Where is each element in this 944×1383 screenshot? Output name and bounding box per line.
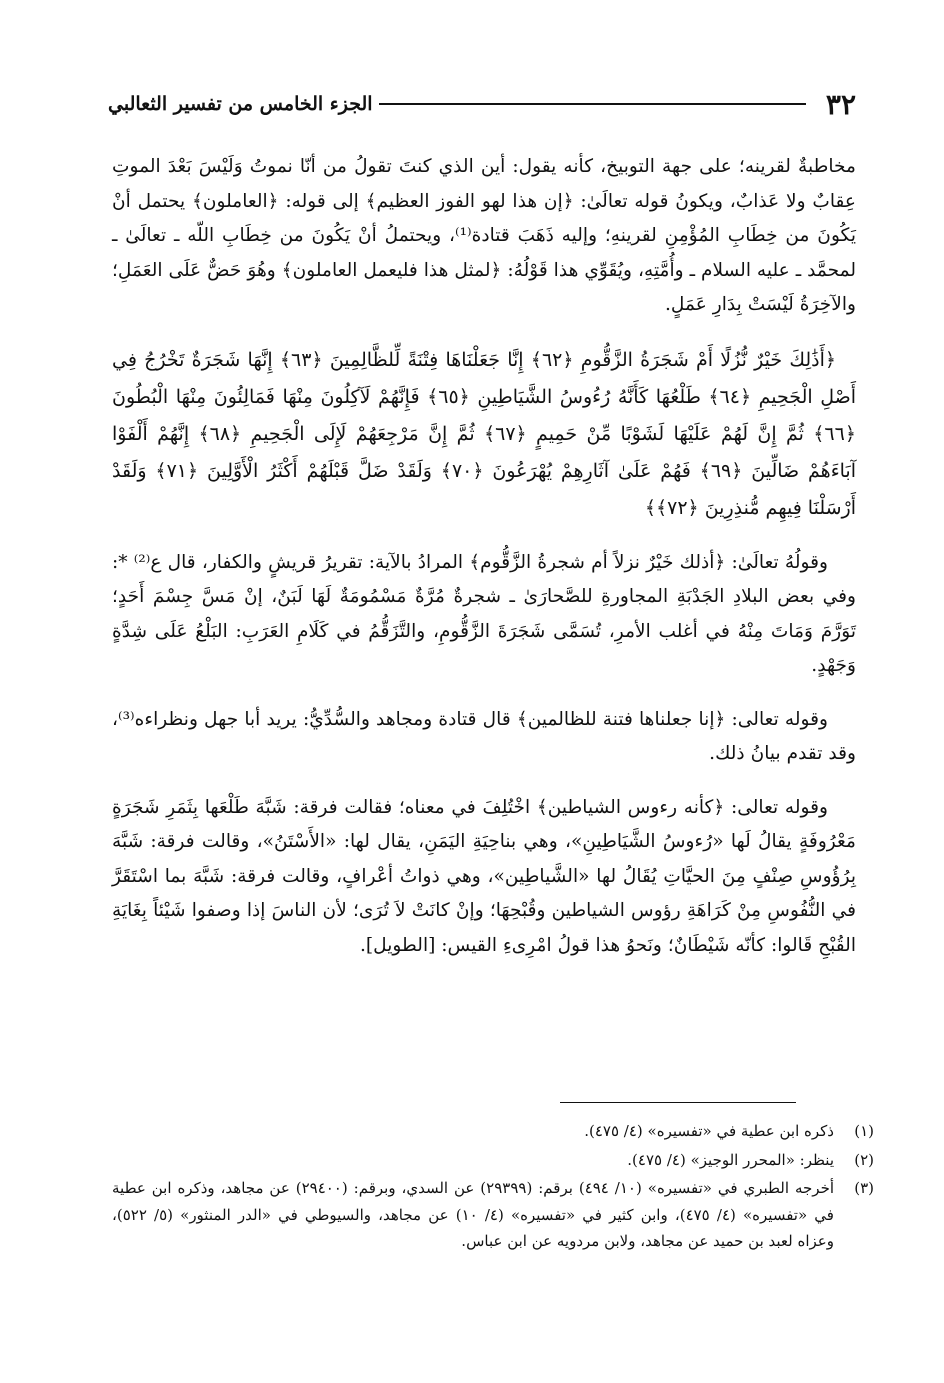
paragraph: وقوله تعالى: ﴿إنا جعلناها فتنة للظالمين﴾ قال قتادة ومجاهد والسُّدِّيُّ: يريد أبا جهل ونظراءه⁽³⁾، وقد تقدم بيانُ ذلك. <box>112 708 856 764</box>
footnote-text: أخرجه الطبري في «تفسيره» (١٠/ ٤٩٤) برقم: (٢٩٣٩٩) عن السدي، وبرقم: (٢٩٤٠٠) عن مجاهد، وذكره ابن عطية في «تفسيره» (٤/ ٤٧٥)، وابن كثير في «تفسيره» (٤/ ١٠) عن مجاهد، والسيوطي في «الدر المنثور» (٥/ ٥٢٢)، وعزاه لعبد بن حميد عن مجاهد، ولابن مردويه عن ابن عباس. <box>112 1179 835 1250</box>
paragraph: وقوله تعالى: ﴿كأنه رءوس الشياطين﴾ اخْتُلِفَ في معناه؛ فقالت فرقة: شَبَّهَ طَلْعَها بِثَمَرِ شَجَرَةٍ مَعْرُوفَةٍ يقالُ لَها «رُءوسُ الشَّيَاطِينِ»، وهي بناحِيَةِ اليَمَنِ، يقال لها: «الأَسْتَنُ»، وقالت فرقة: شَبَّهَ بِرُؤُوسِ صِنْفٍ مِنَ الحيَّاتِ يُقَالُ لها «الشَّياطِين»، وهي ذواتُ أعْرافٍ، وقالت فرقة: شَبَّهَ بما اسْتَقَرَّ في النُّفُوسِ مِنْ كَرَاهَةِ رؤوس الشياطين وقُبْحِهَا؛ وإنْ كانَتْ لاَ تُرَى؛ لأن الناسَ إذا وصفوا شَيْئاً بِغَايَةِ القُبْحِ قَالوا: كأنّه شَيْطَانٌ؛ ونَحوُ هذا قولُ امْرِىءِ القيس: [الطويل]. <box>112 796 856 956</box>
footnote-number: (٣) <box>854 1179 874 1197</box>
footnote-separator <box>560 1102 796 1103</box>
page-number: ٣٢ <box>825 87 856 121</box>
footnote-text: ذكره ابن عطية في «تفسيره» (٤/ ٤٧٥). <box>584 1122 834 1140</box>
footnote-number: (٢) <box>854 1150 874 1169</box>
paragraph: مخاطبةٌ لقرينه؛ على جهة التوبيخ، كأنه يقول: أين الذي كنتَ تقولُ من أنّا نموتُ وَلَيْسَ بَعْدَ الموتِ عِقابٌ ولا عَذابٌ، ويكونُ قوله تعالَىٰ: ﴿إن هذا لهو الفوز العظيم﴾ إلى قوله: ﴿العاملون﴾ يحتمل أنْ يَكُونَ من خِطَابِ المُؤْمِنِ لقرينهِ؛ وإليه ذَهَبَ قتادة⁽¹⁾، ويحتملُ أنْ يَكُونَ من خِطَابِ اللّه ـ تعالَىٰ ـ لمحمَّد ـ عليه السلام ـ وأُمَّتِهِ، ويُقَوِّي هذا قَوْلُهُ: ﴿لمثل هذا فليعمل العاملون﴾ وهُوَ حَضٌّ عَلَى العَمَلِ؛ والآخِرَةُ لَيْسَتْ بِدَارِ عَمَلٍ. <box>112 156 856 315</box>
running-title: الجزء الخامس من تفسير الثعالبي <box>108 93 373 115</box>
footnotes <box>112 1118 874 1257</box>
footnote-item <box>112 1175 874 1255</box>
header-rule <box>379 103 806 105</box>
footnote-item <box>112 1147 874 1174</box>
page-header <box>108 82 856 126</box>
footnote-number: (١) <box>854 1122 874 1140</box>
footnote-text: ينظر: «المحرر الوجيز» (٤/ ٤٧٥). <box>627 1150 834 1169</box>
footnote-item <box>112 1118 874 1145</box>
quran-verses-block: ﴿أَذَٰلِكَ خَيْرٌ نُّزُلًا أَمْ شَجَرَةُ الزَّقُّومِ ﴿٦٢﴾ إِنَّا جَعَلْنَاهَا فِتْنَةً لِّلظَّالِمِينَ ﴿٦٣﴾ إِنَّهَا شَجَرَةٌ تَخْرُجُ فِي أَصْلِ الْجَحِيمِ ﴿٦٤﴾ طَلْعُهَا كَأَنَّهُ رُءُوسُ الشَّيَاطِينِ ﴿٦٥﴾ فَإِنَّهُمْ لَآكِلُونَ مِنْهَا فَمَالِئُونَ مِنْهَا الْبُطُونَ ﴿٦٦﴾ ثُمَّ إِنَّ لَهُمْ عَلَيْهَا لَشَوْبًا مِّنْ حَمِيمٍ ﴿٦٧﴾ ثُمَّ إِنَّ مَرْجِعَهُمْ لَإِلَى الْجَحِيمِ ﴿٦٨﴾ إِنَّهُمْ أَلْفَوْا آبَاءَهُمْ ضَالِّينَ ﴿٦٩﴾ فَهُمْ عَلَىٰ آثَارِهِمْ يُهْرَعُونَ ﴿٧٠﴾ وَلَقَدْ ضَلَّ قَبْلَهُمْ أَكْثَرُ الْأَوَّلِينَ ﴿٧١﴾ وَلَقَدْ أَرْسَلْنَا فِيهِم مُّنذِرِينَ ﴿٧٢﴾﴾ <box>112 348 857 519</box>
paragraph: وقولُهُ تعالَىٰ: ﴿أذلك خَيْرٌ نزلاً أم شجرةُ الزَّقُّوم﴾ المرادُ بالآية: تقريرُ قريشٍ والكفار، قال ع⁽²⁾ *: وفي بعض البلادِ الجَدْبَةِ المجاورةِ للصَّحارَىٰ ـ شجرةٌ مُرَّةٌ مَسْمُومَةٌ لَهَا لَبَنٌ، إنْ مَسَّ جِسْمَ أَحَدٍ؛ تَوَرَّمَ وَمَاتَ مِنْهُ في أغلب الأمرِ، تُسَمَّى شَجَرَةَ الزَّقُّومِ، والتَّزَقُّمُ في كَلَامِ العَرَبِ: البَلْعُ عَلَى شِدَّةٍ وَجَهْدٍ. <box>112 551 856 676</box>
main-text <box>112 150 856 982</box>
